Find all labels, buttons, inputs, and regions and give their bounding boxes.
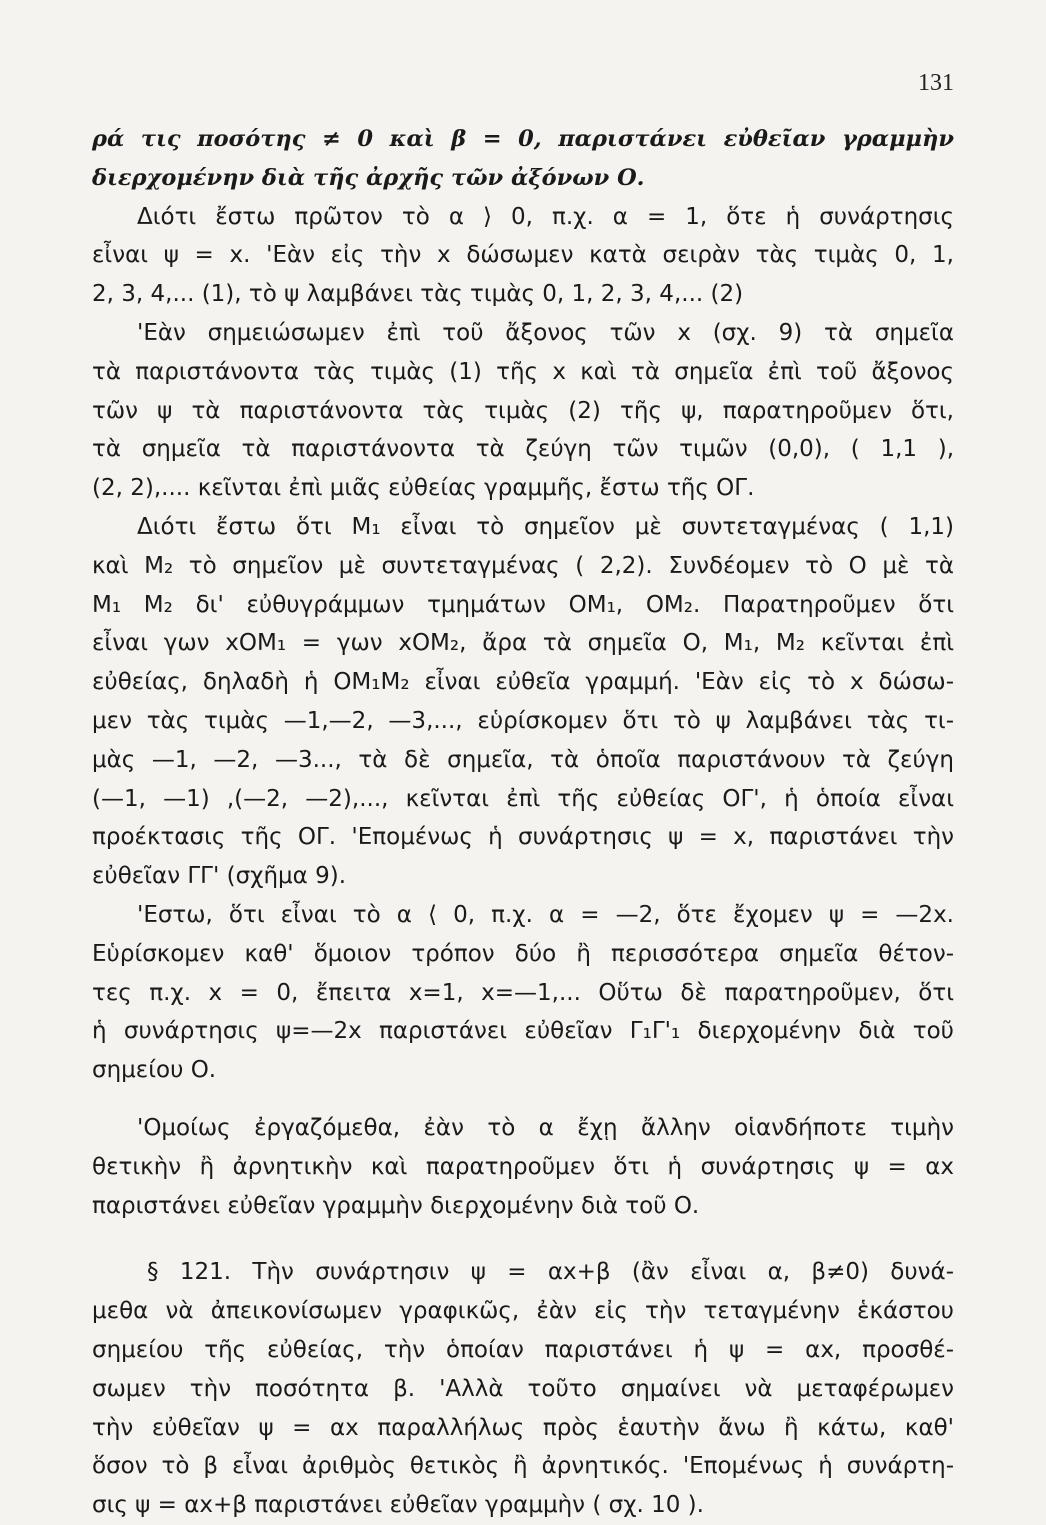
page-number: 131 [918, 70, 954, 96]
section-gap [92, 1225, 954, 1253]
text-line: σωμεν τὴν ποσότητα β. 'Αλλὰ τοῦτο σημαίνει νὰ μεταφέρωμεν [92, 1375, 954, 1402]
text-line: παριστάνει εὐθεῖαν γραμμὴν διερχομένην διὰ τοῦ Ο. [92, 1192, 700, 1219]
text-line: Μ₁ Μ₂ δι' εὐθυγράμμων τμημάτων ΟΜ₁, ΟΜ₂. Παρατηροῦμεν ὅτι [92, 591, 954, 618]
text-line: ρά τις ποσότης ≠ 0 καὶ β = 0, παριστάνει εὐθεῖαν γραμμὴν [92, 126, 954, 152]
text-line: τες π.χ. x = 0, ἔπειτα x=1, x=—1,... Οὕτω δὲ παρατηροῦμεν, ὅτι [92, 979, 954, 1006]
paragraph-collinearity [92, 508, 954, 896]
text-line: 'Εστω, ὅτι εἶναι τὸ α ⟨ 0, π.χ. α = —2, ὅτε ἔχομεν ψ = —2x. [137, 901, 954, 928]
text-line: 2, 3, 4,... (1), τὸ ψ λαμβάνει τὰς τιμὰς 0, 1, 2, 3, 4,... (2) [92, 281, 744, 308]
text-line: καὶ Μ₂ τὸ σημεῖον μὲ συντεταγμένας ( 2,2). Συνδέομεν τὸ Ο μὲ τὰ [92, 552, 954, 579]
text-line: τῶν ψ τὰ παριστάνοντα τὰς τιμὰς (2) τῆς ψ, παρατηροῦμεν ὅτι, [92, 397, 954, 424]
text-line: εἶναι ψ = x. 'Εὰν εἰς τὴν x δώσωμεν κατὰ σειρὰν τὰς τιμὰς 0, 1, [92, 242, 954, 269]
text-line: μεθα νὰ ἀπεικονίσωμεν γραφικῶς, ἐὰν εἰς τὴν τεταγμένην ἑκάστου [92, 1298, 954, 1325]
text-line: μεν τὰς τιμὰς —1,—2, —3,..., εὑρίσκομεν ὅτι τὸ ψ λαμβάνει τὰς τι- [92, 707, 954, 734]
text-line: τὴν εὐθεῖαν ψ = αx παραλλήλως πρὸς ἑαυτὴν ἄνω ἢ κάτω, καθ' [92, 1414, 954, 1441]
text-line: εἶναι γων xΟΜ₁ = γων xΟΜ₂, ἄρα τὰ σημεῖα Ο, Μ₁, Μ₂ κεῖνται ἐπὶ [92, 630, 954, 657]
section-121 [92, 1253, 954, 1525]
text-line: ἡ συνάρτησις ψ=—2x παριστάνει εὐθεῖαν Γ₁Γ'₁ διερχομένην διὰ τοῦ [92, 1018, 954, 1045]
text-line: τὰ παριστάνοντα τὰς τιμὰς (1) τῆς x καὶ τὰ σημεῖα ἐπὶ τοῦ ἄξονος [92, 358, 954, 385]
text-line: Διότι ἔστω ὅτι Μ₁ εἶναι τὸ σημεῖον μὲ συντεταγμένας ( 1,1) [137, 513, 954, 540]
text-line: 'Ομοίως ἐργαζόμεθα, ἐὰν τὸ α ἔχῃ ἄλλην οἱανδήποτε τιμὴν [137, 1114, 954, 1141]
paragraph-proof-negative [92, 896, 954, 1090]
text-line: ὅσον τὸ β εἶναι ἀριθμὸς θετικὸς ἢ ἀρνητικός. 'Επομένως ἡ συνάρτη- [92, 1453, 954, 1480]
text-line: σημείου Ο. [92, 1057, 217, 1084]
text-line: 'Εὰν σημειώσωμεν ἐπὶ τοῦ ἄξονος τῶν x (σχ. 9) τὰ σημεῖα [137, 319, 954, 346]
paragraph-points-on-axes [92, 314, 954, 508]
text-line: θετικὴν ἢ ἀρνητικὴν καὶ παρατηροῦμεν ὅτι ἡ συνάρτησις ψ = αx [92, 1153, 954, 1180]
text-line: τὰ σημεῖα τὰ παριστάνοντα τὰ ζεύγη τῶν τιμῶν (0,0), ( 1,1 ), [92, 436, 954, 463]
paragraph-proof-positive [92, 198, 954, 314]
text-line: Διότι ἔστω πρῶτον τὸ α ⟩ 0, π.χ. α = 1, ὅτε ἡ συνάρτησις [137, 203, 954, 230]
page-body [92, 120, 954, 1525]
text-line: σις ψ = αx+β παριστάνει εὐθεῖαν γραμμὴν ( σχ. 10 ). [92, 1492, 704, 1519]
text-line: Εὑρίσκομεν καθ' ὅμοιον τρόπον δύο ἢ περισσότερα σημεῖα θέτον- [92, 940, 954, 967]
text-line: (—1, —1) ,(—2, —2),..., κεῖνται ἐπὶ τῆς εὐθείας ΟΓ', ἡ ὁποία εἶναι [92, 785, 954, 812]
paragraph-general-case [92, 1109, 954, 1225]
text-line: προέκτασις τῆς ΟΓ. 'Επομένως ἡ συνάρτησις ψ = x, παριστάνει τὴν [92, 824, 954, 851]
text-line: μὰς —1, —2, —3..., τὰ δὲ σημεῖα, τὰ ὁποῖα παριστάνουν τὰ ζεύγη [92, 746, 954, 773]
text-line: σημείου τῆς εὐθείας, τὴν ὁποίαν παριστάνει ἡ ψ = αx, προσθέ- [92, 1336, 954, 1363]
text-line: εὐθεῖαν ΓΓ' (σχῆμα 9). [92, 863, 347, 890]
text-line: διερχομένην διὰ τῆς ἀρχῆς τῶν ἀξόνων Ο. [92, 164, 645, 191]
paragraph-theorem [92, 120, 954, 198]
paragraph-gap [92, 1090, 954, 1109]
text-line: (2, 2),.... κεῖνται ἐπὶ μιᾶς εὐθείας γραμμῆς, ἔστω τῆς ΟΓ. [92, 475, 755, 502]
text-line: εὐθείας, δηλαδὴ ἡ ΟΜ₁Μ₂ εἶναι εὐθεῖα γραμμή. 'Εὰν εἰς τὸ x δώσω- [92, 669, 954, 696]
text-line: § 121. Τὴν συνάρτησιν ψ = αx+β (ἂν εἶναι α, β≠0) δυνά- [147, 1259, 954, 1286]
